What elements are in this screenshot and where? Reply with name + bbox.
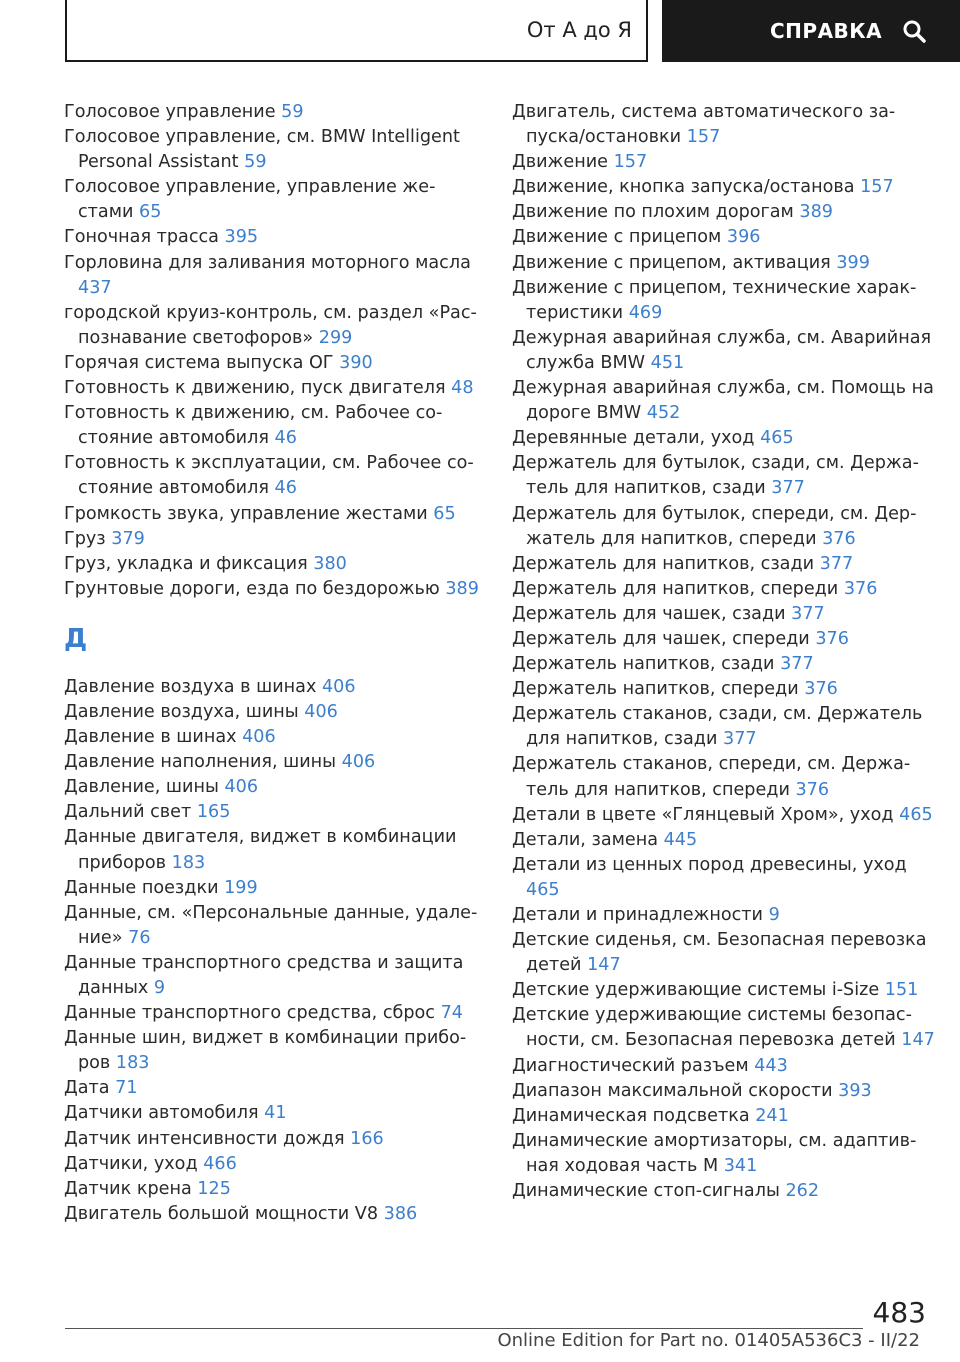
index-entry-text: Громкость звука, управление жестами [64, 503, 428, 524]
index-page-link[interactable]: 376 [815, 628, 849, 649]
index-entry-text: Двигатель, система автоматического запуска/остановки [512, 102, 896, 148]
index-entry [512, 928, 937, 978]
index-entry [64, 901, 484, 951]
index-entry [64, 675, 484, 700]
index-page-link[interactable]: 199 [224, 877, 258, 898]
index-page-link[interactable]: 165 [196, 802, 231, 823]
index-page-link[interactable]: 183 [115, 1053, 150, 1074]
index-entry [512, 752, 937, 802]
index-entry-text: Держатель напитков, сзади [512, 654, 775, 675]
index-page-link[interactable]: 465 [899, 804, 933, 825]
index-entry-text: Диагностический разъем [512, 1055, 749, 1076]
index-page-link[interactable]: 183 [171, 852, 206, 873]
index-page-link[interactable]: 406 [304, 701, 338, 722]
index-entry-text: Горячая система выпуска ОГ [64, 352, 334, 373]
search-icon [902, 19, 926, 43]
index-entry-text: Детали, замена [512, 829, 658, 850]
index-entry-text: Голосовое управление, управление жестами [64, 177, 436, 223]
index-entry-text: Движение [512, 152, 608, 173]
reference-search-label: СПРАВКА [770, 19, 883, 43]
index-page-link[interactable]: 377 [771, 478, 805, 499]
index-page-link[interactable]: 157 [860, 177, 894, 198]
index-page-link[interactable]: 451 [650, 352, 685, 373]
index-entry-text: Держатель для напитков, спереди [512, 578, 839, 599]
index-entry-text: Данные поездки [64, 877, 219, 898]
index-entry-text: Держатель для бутылок, сзади, см. Держатель для напитков, сзади [512, 453, 919, 499]
index-page-link[interactable]: 341 [723, 1155, 758, 1176]
index-page-link[interactable]: 465 [760, 428, 794, 449]
index-entry [64, 502, 484, 527]
index-page-link[interactable]: 65 [433, 503, 456, 524]
index-entry-text: Динамические стоп-сигналы [512, 1181, 780, 1202]
index-entry-text: Держатель стаканов, спереди, см. Держатель для напитков, спереди [512, 754, 911, 800]
index-page-link[interactable]: 393 [838, 1080, 872, 1101]
index-page-link[interactable]: 445 [663, 829, 698, 850]
index-entry [64, 725, 484, 750]
index-page-link[interactable]: 125 [197, 1178, 231, 1199]
index-entry [512, 1003, 937, 1053]
index-page-link[interactable]: 377 [819, 553, 854, 574]
index-page-link[interactable]: 406 [242, 727, 276, 748]
index-entry [64, 1001, 484, 1026]
index-entry [512, 1129, 937, 1179]
index-entry-text: Динамические амортизаторы, см. адаптивная ходовая часть M [512, 1130, 917, 1176]
index-entry [512, 677, 937, 702]
index-entry-text: Диапазон максимальной скорости [512, 1080, 833, 1101]
index-entry-text: Деревянные детали, уход [512, 428, 755, 449]
index-entry-text: Данные, см. «Персональные данные, удаление» [64, 902, 478, 948]
index-page-link[interactable]: 376 [843, 578, 878, 599]
index-entry-text: Движение с прицепом [512, 227, 722, 248]
section-tab-a-to-z[interactable] [65, 0, 648, 62]
index-page-link[interactable]: 241 [755, 1105, 789, 1126]
index-entry [512, 978, 937, 1003]
index-entry [64, 800, 484, 825]
index-entry-text: Детские удерживающие системы i-Size [512, 980, 880, 1001]
index-entry [64, 376, 484, 401]
index-entry [64, 750, 484, 775]
index-entry [64, 100, 484, 125]
index-page-link[interactable]: 147 [587, 955, 621, 976]
index-group-d [64, 675, 484, 1227]
index-entry [512, 175, 937, 200]
index-page-link[interactable]: 46 [274, 428, 297, 449]
index-entry-text: Движение, кнопка запуска/останова [512, 177, 855, 198]
index-page-link[interactable]: 299 [318, 327, 353, 348]
index-entry [64, 700, 484, 725]
index-page-link[interactable]: 377 [780, 654, 814, 675]
index-entry-text: Груз [64, 528, 106, 549]
index-entry-text: Готовность к эксплуатации, см. Рабочее состояние автомобиля [64, 453, 474, 499]
index-page-link[interactable]: 465 [526, 879, 560, 900]
section-letter-heading: Д [64, 623, 88, 654]
index-entry-text: Давление воздуха, шины [64, 701, 299, 722]
index-entry [512, 552, 937, 577]
index-entry-text: Держатель напитков, спереди [512, 679, 799, 700]
index-group-g [64, 100, 484, 602]
index-entry [512, 1054, 937, 1079]
index-entry-text: Давление воздуха в шинах [64, 676, 317, 697]
index-page-link[interactable]: 406 [224, 777, 259, 798]
index-entry [64, 1202, 484, 1227]
index-page-link[interactable]: 59 [244, 152, 267, 173]
index-entry [512, 276, 937, 326]
index-entry-text: Дежурная аварийная служба, см. Аварийная служба BMW [512, 327, 932, 373]
index-page-link[interactable]: 147 [901, 1030, 935, 1051]
index-page-link[interactable]: 76 [128, 927, 151, 948]
index-entry [512, 502, 937, 552]
reference-search-tab[interactable] [662, 0, 960, 62]
index-page-link[interactable]: 406 [341, 752, 376, 773]
index-page-link[interactable]: 377 [791, 603, 825, 624]
index-entry-text: Детские удерживающие системы безопасности, см. Безопасная перевозка детей [512, 1005, 912, 1051]
index-entry-text: Дата [64, 1078, 110, 1099]
index-entry-text: Горловина для заливания моторного масла [64, 252, 471, 273]
index-entry [512, 100, 937, 150]
index-entry-text: Данные транспортного средства, сброс [64, 1003, 435, 1024]
index-entry [512, 200, 937, 225]
index-entry [512, 426, 937, 451]
index-page-link[interactable]: 469 [628, 302, 663, 323]
index-entry [64, 301, 484, 351]
index-entry-text: Движение с прицепом, активация [512, 252, 831, 273]
index-entry [64, 451, 484, 501]
index-page-link[interactable]: 377 [723, 729, 757, 750]
index-entry-text: Держатель для бутылок, спереди, см. Держатель для напитков, спереди [512, 503, 917, 549]
index-entry [64, 251, 484, 301]
index-entry-text: Данные двигателя, виджет в комбинации приборов [64, 827, 457, 873]
index-entry [64, 1026, 484, 1076]
index-entry [512, 1104, 937, 1129]
index-entry-text: Дальний свет [64, 802, 192, 823]
index-page-link[interactable]: 380 [313, 553, 347, 574]
index-entry [64, 175, 484, 225]
index-entry-text: Гоночная трасса [64, 227, 219, 248]
footer-divider [65, 1328, 863, 1329]
index-page-link[interactable]: 262 [785, 1181, 820, 1202]
index-page-link[interactable]: 376 [822, 528, 856, 549]
index-entry [512, 225, 937, 250]
page-number: 483 [872, 1296, 926, 1329]
index-entry [512, 251, 937, 276]
index-group-d-continued [512, 100, 937, 1204]
index-entry-text: Детские сиденья, см. Безопасная перевозка детей [512, 930, 927, 976]
index-page-link[interactable]: 390 [339, 352, 373, 373]
index-page-link[interactable]: 376 [795, 779, 830, 800]
index-page-link[interactable]: 389 [445, 578, 479, 599]
index-entry [512, 627, 937, 652]
index-entry [512, 803, 937, 828]
index-entry [512, 702, 937, 752]
index-page-link[interactable]: 399 [836, 252, 870, 273]
index-entry [64, 825, 484, 875]
index-entry [512, 1079, 937, 1104]
index-page-link[interactable]: 166 [350, 1128, 384, 1149]
index-page-link[interactable]: 395 [224, 227, 259, 248]
index-page-link[interactable]: 71 [115, 1078, 138, 1099]
index-page-link[interactable]: 48 [451, 378, 474, 399]
index-entry-text: Дежурная аварийная служба, см. Помощь на дороге BMW [512, 378, 934, 424]
index-entry [64, 775, 484, 800]
index-page-link[interactable]: 396 [726, 227, 761, 248]
index-page-link[interactable]: 151 [884, 980, 919, 1001]
index-entry [512, 577, 937, 602]
index-entry [512, 652, 937, 677]
index-page-link[interactable]: 376 [804, 679, 838, 700]
index-page-link[interactable]: 74 [440, 1003, 463, 1024]
index-entry [512, 326, 937, 376]
index-entry [64, 225, 484, 250]
index-page-link[interactable]: 157 [686, 127, 721, 148]
index-entry-text: Двигатель большой мощности V8 [64, 1203, 379, 1224]
index-entry-text: Голосовое управление [64, 102, 276, 122]
index-entry-text: Детали из ценных пород древесины, уход [512, 854, 907, 875]
index-column-right [512, 100, 937, 1204]
index-page-link[interactable]: 41 [264, 1103, 287, 1124]
index-entry-text: Датчики, уход [64, 1153, 198, 1174]
index-entry-text: Голосовое управление, см. BMW Intelligent Personal Assistant [64, 127, 460, 173]
index-page-link[interactable]: 65 [139, 202, 162, 223]
index-entry-text: Давление в шинах [64, 727, 237, 748]
index-page-link[interactable]: 59 [281, 102, 304, 122]
index-entry [64, 951, 484, 1001]
index-entry [512, 903, 937, 928]
index-page-link[interactable]: 389 [799, 202, 834, 223]
index-entry [512, 828, 937, 853]
index-entry [64, 351, 484, 376]
index-entry [512, 1179, 937, 1204]
index-entry-text: Датчики автомобиля [64, 1103, 259, 1124]
index-page-link[interactable]: 452 [646, 403, 681, 424]
index-entry-text: Данные транспортного средства и защита данных [64, 952, 464, 998]
index-entry-text: Груз, укладка и фиксация [64, 553, 308, 574]
index-entry-text: городской круиз-контроль, см. раздел «Распознавание светофоров» [64, 302, 477, 348]
index-page-link[interactable]: 406 [321, 676, 356, 697]
index-entry-text: Грунтовые дороги, езда по бездорожью [64, 578, 440, 599]
index-entry [64, 577, 484, 602]
index-entry-text: Готовность к движению, пуск двигателя [64, 378, 446, 399]
index-page-link[interactable]: 443 [754, 1055, 788, 1076]
index-entry [64, 1127, 484, 1152]
index-page-link[interactable]: 9 [768, 905, 780, 925]
index-entry [512, 853, 937, 903]
index-entry [512, 602, 937, 627]
index-page-link[interactable]: 379 [111, 528, 145, 549]
footer-edition-text: Online Edition for Part no. 01405A536C3 - II/22 [497, 1330, 920, 1351]
index-entry-text: Держатель для напитков, сзади [512, 553, 815, 574]
index-entry-text: Давление, шины [64, 777, 219, 798]
index-entry [512, 376, 937, 426]
index-entry [64, 552, 484, 577]
section-tab-label: От А до Я [526, 18, 632, 42]
index-page-link[interactable]: 46 [274, 478, 297, 499]
index-entry-text: Детали в цвете «Глянцевый Хром», уход [512, 804, 894, 825]
index-entry [64, 1076, 484, 1101]
index-entry-text: Давление наполнения, шины [64, 752, 337, 773]
index-entry [64, 527, 484, 552]
index-entry [64, 125, 484, 175]
index-entry-text: Датчик крена [64, 1178, 192, 1199]
index-page-link[interactable]: 9 [153, 978, 166, 998]
index-column-left [64, 100, 484, 1227]
index-entry [64, 1177, 484, 1202]
index-entry-text: Движение с прицепом, технические характеристики [512, 277, 917, 323]
index-entry-text: Готовность к движению, см. Рабочее состояние автомобиля [64, 403, 443, 449]
index-entry [512, 451, 937, 501]
index-entry-text: Держатель для чашек, сзади [512, 603, 786, 624]
index-entry-text: Держатель для чашек, спереди [512, 628, 810, 649]
index-entry [64, 1152, 484, 1177]
index-page-link[interactable]: 437 [78, 277, 112, 298]
index-entry-text: Детали и принадлежности [512, 905, 763, 925]
index-entry [64, 876, 484, 901]
index-page-link[interactable]: 157 [613, 152, 648, 173]
index-entry-text: Движение по плохим дорогам [512, 202, 794, 223]
index-entry-text: Данные шин, виджет в комбинации приборов [64, 1028, 467, 1074]
index-page-link[interactable]: 386 [383, 1203, 418, 1224]
index-entry-text: Датчик интенсивности дождя [64, 1128, 345, 1149]
index-entry [64, 401, 484, 451]
index-entry-text: Держатель стаканов, сзади, см. Держатель для напитков, сзади [512, 704, 923, 750]
index-entry [512, 150, 937, 175]
index-page-link[interactable]: 466 [203, 1153, 237, 1174]
index-entry [64, 1101, 484, 1126]
index-entry-text: Динамическая подсветка [512, 1105, 750, 1126]
